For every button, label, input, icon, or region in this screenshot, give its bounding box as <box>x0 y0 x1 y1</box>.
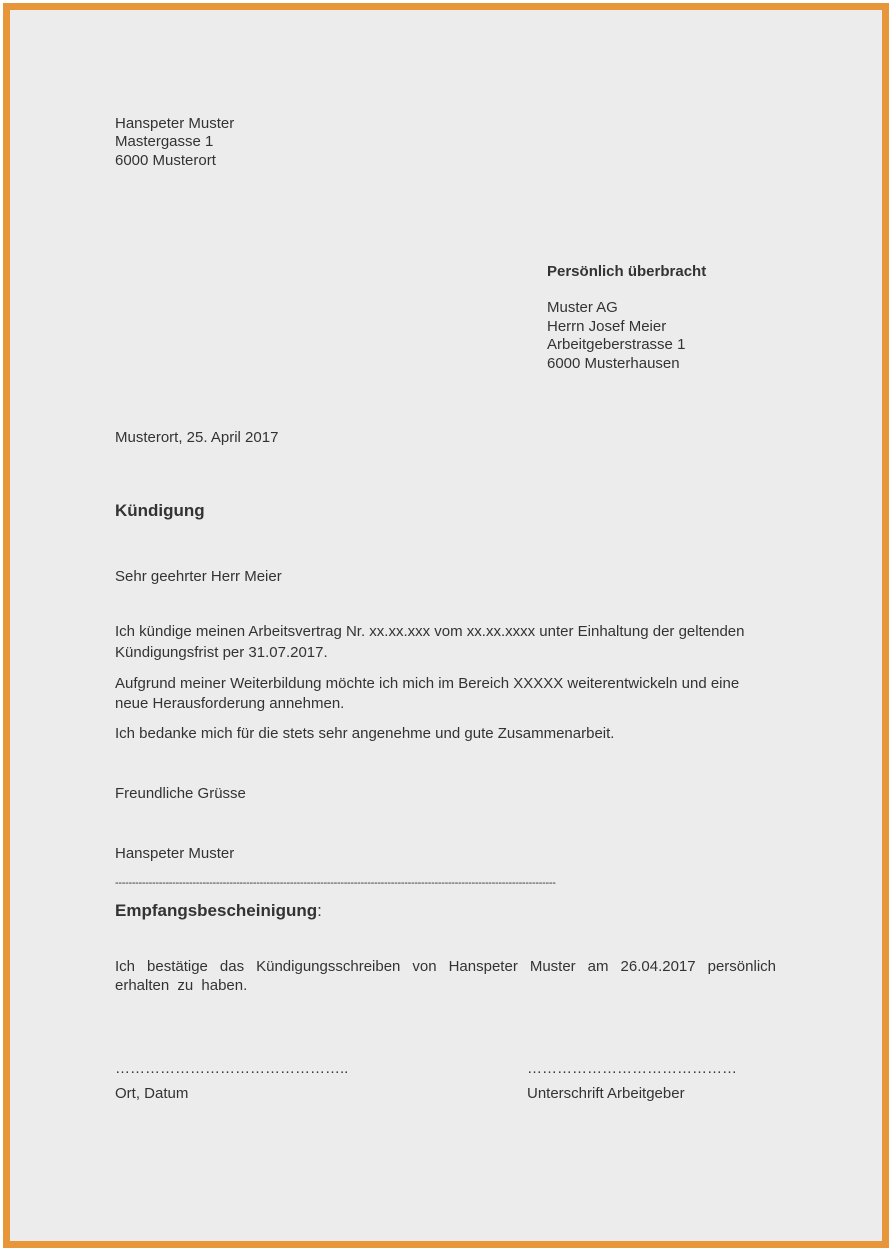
paragraph-3: Ich bedanke mich für die stets sehr angenehme und gute Zusammenarbeit. <box>115 725 615 742</box>
place-date-label: Ort, Datum <box>115 1085 189 1102</box>
recipient-person: Herrn Josef Meier <box>547 318 667 335</box>
recipient-city: 6000 Musterhausen <box>547 355 680 372</box>
date-line: Musterort, 25. April 2017 <box>115 429 279 446</box>
employer-signature-label: Unterschrift Arbeitgeber <box>527 1085 685 1102</box>
recipient-street: Arbeitgeberstrasse 1 <box>547 336 686 353</box>
subject: Kündigung <box>115 501 205 520</box>
receipt-title-row <box>115 902 322 921</box>
receipt-colon: : <box>317 901 322 920</box>
place-date-dots: ……………………………………….. <box>115 1060 349 1077</box>
sender-street: Mastergasse 1 <box>115 133 214 150</box>
paragraph-1-line-2: Kündigungsfrist per 31.07.2017. <box>115 644 328 661</box>
sender-name: Hanspeter Muster <box>115 115 235 132</box>
sender-city: 6000 Musterort <box>115 152 216 169</box>
separator-line: ----------------------------------------------------------------------------------------------------------------------------------- <box>115 877 556 889</box>
closing: Freundliche Grüsse <box>115 785 246 802</box>
paragraph-2-line-1: Aufgrund meiner Weiterbildung möchte ich mich im Bereich XXXXX weiterentwickeln und eine <box>115 675 740 692</box>
receipt-text: Ich bestätige das Kündigungsschreiben von Hanspeter Muster am 26.04.2017 persönlich erhalten zu haben. <box>115 958 776 994</box>
receipt-title: Empfangsbescheinigung <box>115 901 318 920</box>
signature-dots: …………………………………… <box>527 1060 737 1077</box>
recipient-company: Muster AG <box>547 299 618 316</box>
salutation: Sehr geehrter Herr Meier <box>115 568 282 585</box>
signature-name: Hanspeter Muster <box>115 845 235 862</box>
paragraph-1-line-1: Ich kündige meinen Arbeitsvertrag Nr. xx.xx.xxx vom xx.xx.xxxx unter Einhaltung der geltenden <box>115 623 745 640</box>
delivery-note: Persönlich überbracht <box>547 263 707 280</box>
paragraph-2-line-2: neue Herausforderung annehmen. <box>115 695 345 712</box>
